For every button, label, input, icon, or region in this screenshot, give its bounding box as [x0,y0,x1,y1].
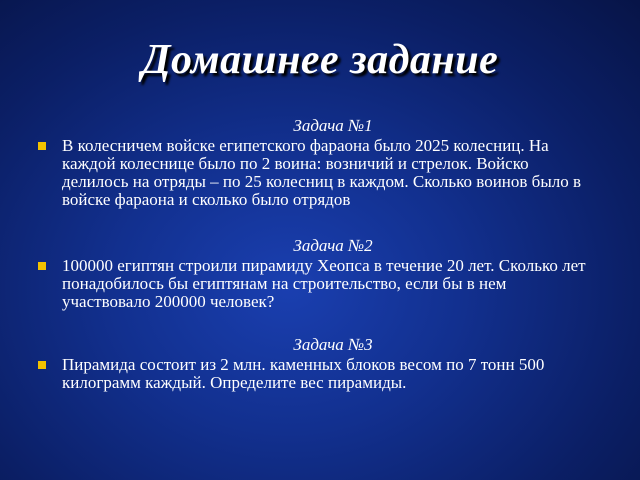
task-block-1 [38,116,598,209]
bullet-square-icon [38,262,46,270]
bullet-square-icon [38,361,46,369]
task-item-1 [38,137,598,209]
task-heading-1: Задача №1 [293,116,373,135]
task-text-2: 100000 египтян строили пирамиду Хеопса в течение 20 лет. Сколько лет понадобилось бы египтянам на строительство, если бы в нем участвовало 200000 человек? [62,256,586,311]
task-item-3 [38,356,598,392]
task-block-3 [38,335,598,392]
slide-content [38,116,598,392]
task-heading-3: Задача №3 [293,335,373,354]
slide-title: Домашнее задание [141,37,499,83]
task-text-3: Пирамида состоит из 2 млн. каменных блоков весом по 7 тонн 500 килограмм каждый. Определите вес пирамиды. [62,355,545,392]
task-heading-2: Задача №2 [293,236,373,255]
bullet-square-icon [38,142,46,150]
task-block-2 [38,236,598,311]
task-item-2 [38,257,598,311]
task-text-1: В колесничем войске египетского фараона было 2025 колесниц. На каждой колеснице было по 2 воина: возничий и стрелок. Войско делилось на отряды – по 25 колесниц в каждом. Сколько воинов было в войске фараона и сколько было отрядов [62,136,581,209]
